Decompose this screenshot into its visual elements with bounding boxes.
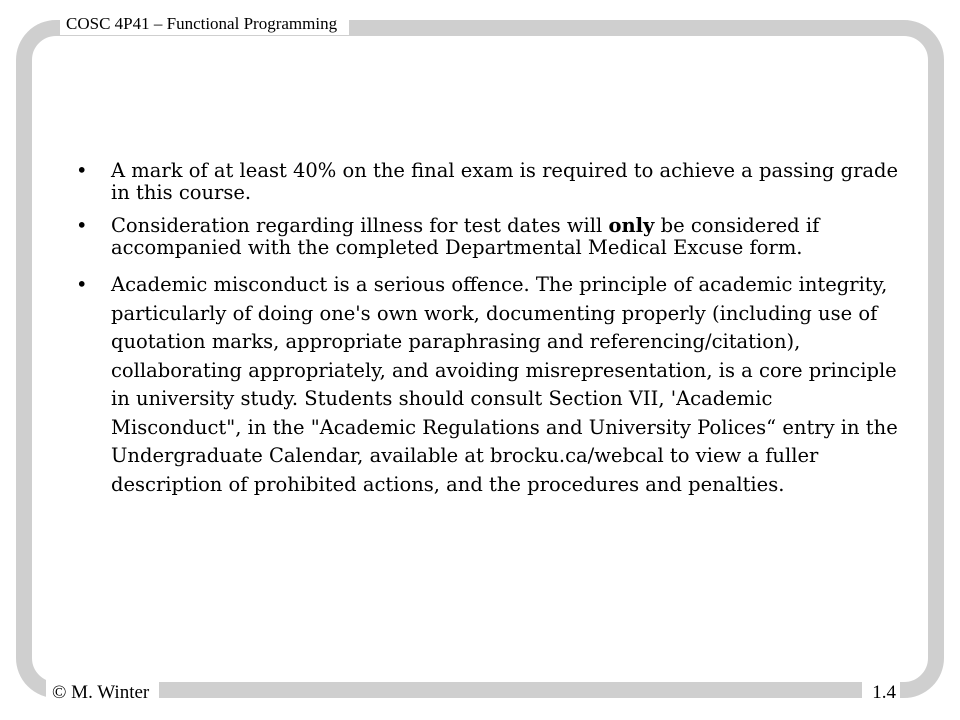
bullet-text-emphasis: only bbox=[608, 214, 655, 237]
bullet-item-academic-misconduct bbox=[76, 271, 906, 499]
footer-author: © M. Winter bbox=[46, 680, 159, 706]
bullet-text: A mark of at least 40% on the final exam is required to achieve a passing grade in this course. bbox=[111, 159, 899, 204]
slide-content bbox=[76, 160, 906, 499]
bullet-item-illness-consideration bbox=[76, 215, 906, 259]
bullet-text-before: Consideration regarding illness for test dates will bbox=[111, 214, 609, 237]
bullet-icon: • bbox=[76, 214, 88, 237]
bullet-icon: • bbox=[76, 159, 88, 182]
bullet-item-exam-requirement bbox=[76, 160, 906, 204]
footer-page-number: 1.4 bbox=[862, 680, 900, 706]
bullet-text: Academic misconduct is a serious offence. The principle of academic integrity, particularly of doing one's own work, documenting properly (including use of quotation marks, appropriate paraphrasing and referencing/citation), collaborating appropriately, and avoiding misrepresentation, is a core principle in university study. Students should consult Section VII, 'Academic Misconduct", in the "Academic Regulations and University Polices“ entry in the Undergraduate Calendar, available at brocku.ca/webcal to view a fuller description of prohibited actions, and the procedures and penalties. bbox=[111, 273, 898, 496]
course-title: COSC 4P41 – Functional Programming bbox=[60, 13, 349, 35]
bullet-text-after: be considered if accompanied with the completed Departmental Medical Excuse form. bbox=[111, 214, 820, 259]
bullet-icon: • bbox=[76, 273, 88, 296]
